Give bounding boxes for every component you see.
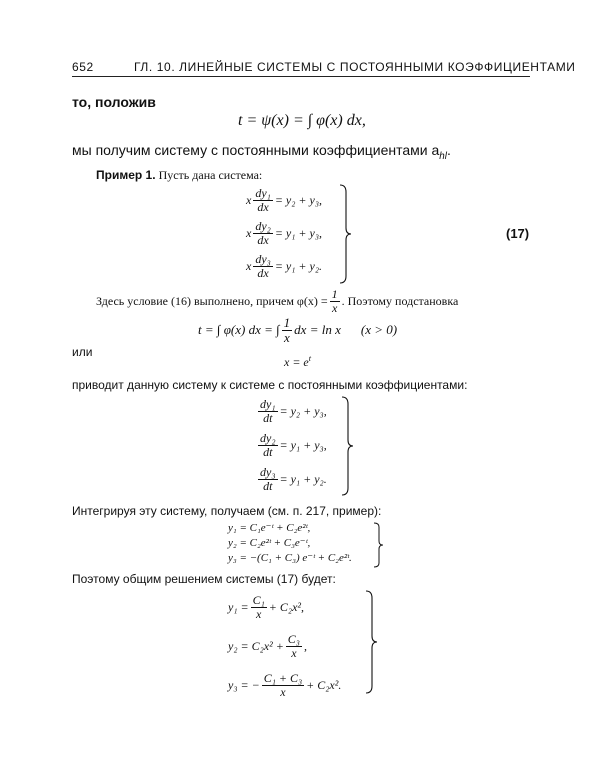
final-y3: y₃ = − $\frac{\text{C₁ + C₃}}{x}$ + C₂x². bbox=[228, 670, 342, 699]
final-y1: y₁ = $\frac{\text{C₁}}{x}$ + C₂x², bbox=[228, 592, 304, 621]
general-line: Поэтому общим решением системы (17) будет: bbox=[72, 572, 336, 586]
equation-number: (17) bbox=[506, 226, 530, 241]
const-eq-3: $\frac{\text{dy₃}}{dt}$ = y₁ + y₂. bbox=[260, 464, 327, 493]
integrating-line: Интегрируя эту систему, получаем (см. п. 217, пример): bbox=[72, 504, 382, 518]
example-label: Пример 1. bbox=[96, 168, 156, 182]
coef-subscript: hl bbox=[439, 150, 447, 162]
right-brace-1 bbox=[338, 184, 352, 284]
right-brace-3 bbox=[372, 522, 384, 568]
final-solution bbox=[228, 588, 341, 704]
intro-line-2: мы получим систему с постоянными коэффициентами $a_{hl}$. bbox=[72, 142, 451, 162]
x-equals-et: $x = e^t$ bbox=[284, 354, 312, 369]
solution-t bbox=[228, 521, 352, 566]
condition-line: Здесь условие (16) выполнено, причем φ(x) = $\frac{1}{x}$ . Поэтому подстановка bbox=[96, 287, 459, 315]
example-text: Пусть дана система: bbox=[158, 168, 263, 182]
solution-t-1: y₁ = C₁e⁻ᵗ + C₂e²ᵗ, bbox=[228, 522, 311, 534]
or-word: или bbox=[72, 345, 93, 359]
example-system bbox=[246, 184, 322, 283]
example-heading bbox=[96, 168, 262, 183]
system-eq-1: x $\frac{\text{dy₁}}{dx}$ = y₂ + y₃, bbox=[246, 186, 323, 214]
running-title: ГЛ. 10. ЛИНЕЙНЫЕ СИСТЕМЫ С ПОСТОЯННЫМИ КОЭФФИЦИЕНТАМИ bbox=[134, 60, 576, 74]
solution-t-2: y₂ = C₂e²ᵗ + C₃e⁻ᵗ, bbox=[228, 537, 311, 549]
system-eq-2: x $\frac{\text{dy₂}}{dx}$ = y₁ + y₃, bbox=[246, 219, 323, 247]
intro-formula: t = ψ(x) = ∫ φ(x) dx, bbox=[238, 112, 366, 129]
header-rule bbox=[72, 76, 530, 77]
const-eq-2: $\frac{\text{dy₂}}{dt}$ = y₁ + y₃, bbox=[260, 430, 327, 459]
const-eq-1: $\frac{\text{dy₁}}{dt}$ = y₂ + y₃, bbox=[260, 396, 327, 425]
right-brace-4 bbox=[364, 590, 378, 694]
solution-t-3: y₃ = −(C₁ + C₃) e⁻ᵗ + C₂e²ᵗ. bbox=[228, 552, 352, 564]
leads-line: приводит данную систему к системе с постоянными коэффициентами: bbox=[72, 378, 468, 392]
const-system bbox=[256, 394, 327, 496]
right-brace-2 bbox=[340, 396, 354, 496]
system-eq-3: x $\frac{\text{dy₃}}{dx}$ = y₁ + y₂. bbox=[246, 252, 323, 280]
intro-line-1: то, положив bbox=[72, 94, 156, 110]
substitution-formula: t = ∫ φ(x) dx = ∫ $\frac{1}{x}$ dx = ln x (x > 0) bbox=[198, 315, 398, 345]
page-number: 652 bbox=[72, 60, 94, 74]
final-y2: y₂ = C₂x² + $\frac{\text{C₃}}{x}$ , bbox=[228, 631, 307, 660]
